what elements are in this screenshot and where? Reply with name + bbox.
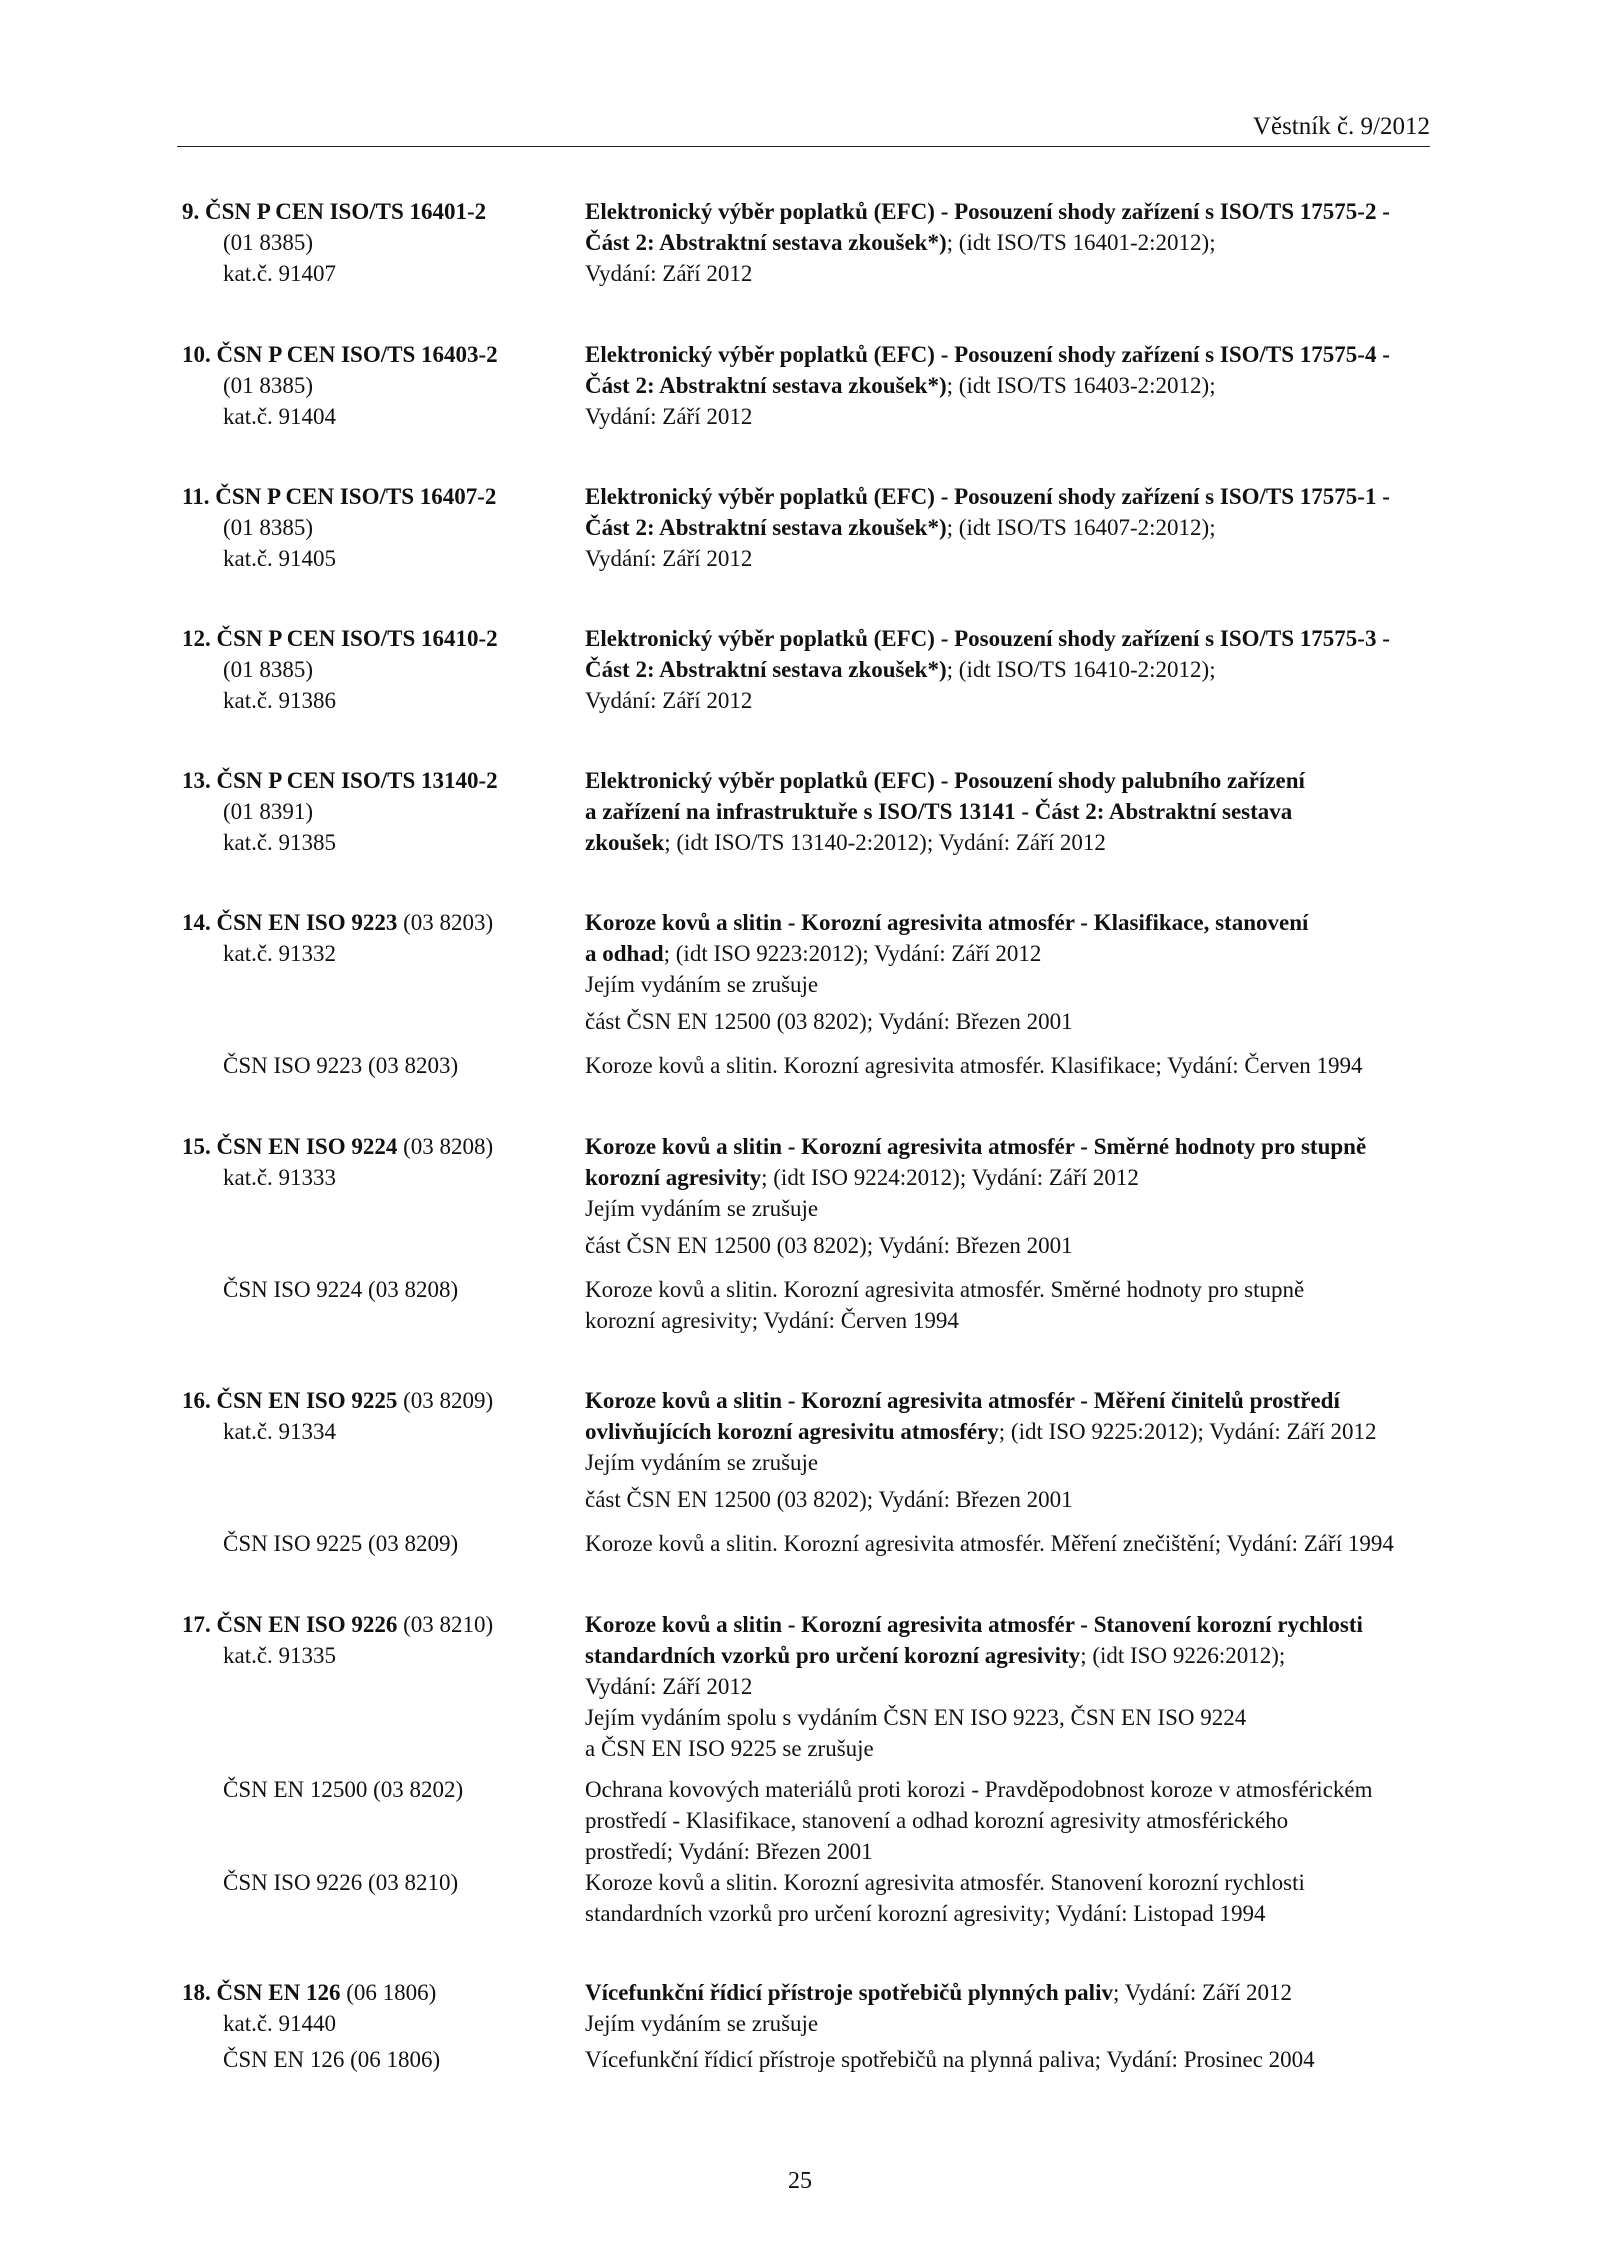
standard-code: ČSN P CEN ISO/TS 16403-2	[216, 342, 498, 367]
old-standard-title-cont: standardních vzorků pro určení korozní agresivity; Vydání: Listopad 1994	[585, 1901, 1266, 1926]
standard-code-block	[182, 196, 572, 289]
standard-code-block	[182, 481, 572, 574]
standard-code: ČSN EN ISO 9223	[216, 910, 398, 935]
item-number: 13.	[182, 768, 211, 793]
issue-date: Vydání: Září 2012	[585, 404, 753, 429]
standard-code-block	[182, 623, 572, 716]
old-standard-code: ČSN ISO 9224 (03 8208)	[223, 1277, 459, 1302]
standard-title-block	[585, 1385, 1435, 1515]
catalog-number: kat.č. 91440	[223, 2011, 337, 2036]
issue-date: Vydání: Září 2012	[585, 261, 753, 286]
standard-title-cont: a zařízení na infrastruktuře s ISO/TS 13141 - Část 2: Abstraktní sestava	[585, 799, 1293, 824]
catalog-number: kat.č. 91404	[223, 404, 337, 429]
standard-code-block	[182, 1609, 572, 1671]
catalog-number: kat.č. 91385	[223, 830, 337, 855]
replaces-note: Jejím vydáním se zrušuje	[585, 1450, 819, 1475]
old-standard-title: Koroze kovů a slitin. Korozní agresivita atmosfér. Směrné hodnoty pro stupně	[585, 1277, 1305, 1302]
old-standard-code-block	[182, 1050, 572, 1081]
standard-identity: ; (idt ISO/TS 16403-2:2012);	[946, 373, 1216, 398]
standard-code-block	[182, 907, 572, 969]
classification-code: (01 8385)	[223, 515, 314, 540]
old-standard-title-block	[585, 1050, 1435, 1081]
bulletin-title: Věstník č. 9/2012	[1252, 113, 1430, 140]
standard-title: Elektronický výběr poplatků (EFC) - Posouzení shody zařízení s ISO/TS 17575-2 -	[585, 199, 1390, 224]
standard-title: Elektronický výběr poplatků (EFC) - Posouzení shody zařízení s ISO/TS 17575-1 -	[585, 484, 1390, 509]
standard-code: ČSN P CEN ISO/TS 16401-2	[205, 199, 487, 224]
item-number: 9.	[182, 199, 200, 224]
old-standard-title: Koroze kovů a slitin. Korozní agresivita atmosfér. Klasifikace; Vydání: Červen 1994	[585, 1053, 1363, 1078]
standard-title: Koroze kovů a slitin - Korozní agresivita atmosfér - Klasifikace, stanovení	[585, 910, 1309, 935]
standard-code-block	[182, 339, 572, 432]
item-number: 12.	[182, 626, 211, 651]
old-standard-title-block	[585, 1274, 1435, 1336]
standard-title: Vícefunkční řídicí přístroje spotřebičů plynných paliv	[585, 1980, 1113, 2005]
standard-title-block	[585, 907, 1435, 1037]
standard-title-cont: Část 2: Abstraktní sestava zkoušek*)	[585, 373, 947, 398]
old-standard-code-block	[182, 1867, 572, 1898]
standard-title-end: zkoušek	[585, 830, 665, 855]
catalog-number: kat.č. 91332	[223, 941, 337, 966]
standard-identity: ; (idt ISO/TS 16410-2:2012);	[946, 657, 1216, 682]
old-standard-title-end: prostředí; Vydání: Březen 2001	[585, 1839, 873, 1864]
replaces-note-cont: a ČSN EN ISO 9225 se zrušuje	[585, 1736, 874, 1761]
classification-code: (03 8208)	[397, 1134, 494, 1159]
replaced-part: část ČSN EN 12500 (03 8202); Vydání: Březen 2001	[585, 1009, 1073, 1034]
catalog-number: kat.č. 91386	[223, 688, 337, 713]
replaces-note: Jejím vydáním se zrušuje	[585, 972, 819, 997]
item-number: 17.	[182, 1612, 211, 1637]
item-number: 11.	[182, 484, 210, 509]
standard-code-block	[182, 1977, 572, 2075]
item-number: 15.	[182, 1134, 211, 1159]
standard-title: Elektronický výběr poplatků (EFC) - Posouzení shody zařízení s ISO/TS 17575-4 -	[585, 342, 1390, 367]
item-number: 18.	[182, 1980, 211, 2005]
old-standard-title-block	[585, 1774, 1435, 1867]
classification-code: (06 1806)	[340, 1980, 437, 2005]
standard-title-block	[585, 1977, 1435, 2075]
catalog-number: kat.č. 91334	[223, 1419, 337, 1444]
standard-title-block	[585, 339, 1435, 432]
old-standard-title-block	[585, 1867, 1435, 1929]
standard-code: ČSN EN ISO 9225	[216, 1388, 398, 1413]
standard-title-block	[585, 765, 1435, 858]
issue-date: Vydání: Září 2012	[585, 1674, 753, 1699]
standard-code: ČSN P CEN ISO/TS 16407-2	[215, 484, 497, 509]
page-header	[177, 110, 1430, 147]
classification-code: (01 8385)	[223, 657, 314, 682]
standard-identity: ; (idt ISO 9224:2012); Vydání: Září 2012	[761, 1165, 1139, 1190]
standard-title: Koroze kovů a slitin - Korozní agresivita atmosfér - Měření činitelů prostředí	[585, 1388, 1340, 1413]
standard-title: Elektronický výběr poplatků (EFC) - Posouzení shody palubního zařízení	[585, 768, 1305, 793]
old-standard-title: Ochrana kovových materiálů proti korozi - Pravděpodobnost koroze v atmosférickém	[585, 1777, 1373, 1802]
classification-code: (01 8391)	[223, 799, 314, 824]
standard-identity: ; (idt ISO/TS 16407-2:2012);	[946, 515, 1216, 540]
old-standard-code-block	[182, 1528, 572, 1559]
item-number: 14.	[182, 910, 211, 935]
old-standard-code-block	[182, 1274, 572, 1305]
replaced-part: část ČSN EN 12500 (03 8202); Vydání: Březen 2001	[585, 1487, 1073, 1512]
old-standard-title-block	[585, 1528, 1435, 1559]
old-standard-title-cont: korozní agresivity; Vydání: Červen 1994	[585, 1308, 959, 1333]
issue-date: ; Vydání: Září 2012	[1112, 1980, 1293, 2005]
old-standard-code-block	[182, 1774, 572, 1805]
catalog-number: kat.č. 91405	[223, 546, 337, 571]
standard-title: Elektronický výběr poplatků (EFC) - Posouzení shody zařízení s ISO/TS 17575-3 -	[585, 626, 1390, 651]
old-standard-title: Vícefunkční řídicí přístroje spotřebičů na plynná paliva; Vydání: Prosinec 2004	[585, 2047, 1315, 2072]
standard-identity: ; (idt ISO/TS 16401-2:2012);	[946, 230, 1216, 255]
standard-title-block	[585, 196, 1435, 289]
standard-code-block	[182, 1385, 572, 1447]
replaces-note: Jejím vydáním se zrušuje	[585, 1196, 819, 1221]
standard-code: ČSN EN ISO 9226	[216, 1612, 398, 1637]
standard-identity: ; (idt ISO 9223:2012); Vydání: Září 2012	[663, 941, 1042, 966]
standard-code: ČSN P CEN ISO/TS 16410-2	[216, 626, 498, 651]
standard-title-block	[585, 1609, 1435, 1764]
standard-identity: ; (idt ISO 9226:2012);	[1080, 1643, 1286, 1668]
old-standard-code: ČSN EN 126 (06 1806)	[223, 2047, 441, 2072]
standard-title-block	[585, 481, 1435, 574]
standard-title-cont: Část 2: Abstraktní sestava zkoušek*)	[585, 515, 947, 540]
standard-title: Koroze kovů a slitin - Korozní agresivita atmosfér - Stanovení korozní rychlosti	[585, 1612, 1363, 1637]
standard-title-cont: a odhad	[585, 941, 664, 966]
standard-code-block	[182, 1131, 572, 1193]
standard-title-cont: Část 2: Abstraktní sestava zkoušek*)	[585, 657, 947, 682]
standard-title-block	[585, 1131, 1435, 1261]
replaces-note: Jejím vydáním se zrušuje	[585, 2011, 819, 2036]
classification-code: (03 8210)	[397, 1612, 494, 1637]
standard-title-cont: korozní agresivity	[585, 1165, 762, 1190]
issue-date: Vydání: Září 2012	[585, 688, 753, 713]
replaces-note: Jejím vydáním spolu s vydáním ČSN EN ISO 9223, ČSN EN ISO 9224	[585, 1705, 1247, 1730]
standard-code: ČSN EN 126	[216, 1980, 341, 2005]
standard-title: Koroze kovů a slitin - Korozní agresivita atmosfér - Směrné hodnoty pro stupně	[585, 1134, 1367, 1159]
old-standard-code: ČSN ISO 9223 (03 8203)	[223, 1053, 459, 1078]
classification-code: (03 8209)	[397, 1388, 494, 1413]
catalog-number: kat.č. 91333	[223, 1165, 337, 1190]
old-standard-code: ČSN ISO 9225 (03 8209)	[223, 1531, 459, 1556]
old-standard-code: ČSN EN 12500 (03 8202)	[223, 1777, 464, 1802]
standard-title-cont: Část 2: Abstraktní sestava zkoušek*)	[585, 230, 947, 255]
issue-date: Vydání: Září 2012	[585, 546, 753, 571]
standard-code: ČSN P CEN ISO/TS 13140-2	[216, 768, 498, 793]
catalog-number: kat.č. 91335	[223, 1643, 337, 1668]
old-standard-title: Koroze kovů a slitin. Korozní agresivita atmosfér. Měření znečištění; Vydání: Září 1994	[585, 1531, 1394, 1556]
classification-code: (01 8385)	[223, 230, 314, 255]
old-standard-title: Koroze kovů a slitin. Korozní agresivita atmosfér. Stanovení korozní rychlosti	[585, 1870, 1305, 1895]
catalog-number: kat.č. 91407	[223, 261, 337, 286]
replaced-part: část ČSN EN 12500 (03 8202); Vydání: Březen 2001	[585, 1233, 1073, 1258]
standard-identity: ; (idt ISO/TS 13140-2:2012); Vydání: Září 2012	[664, 830, 1106, 855]
classification-code: (03 8203)	[397, 910, 494, 935]
standard-identity: ; (idt ISO 9225:2012); Vydání: Září 2012	[998, 1419, 1377, 1444]
standard-title-cont: standardních vzorků pro určení korozní agresivity	[585, 1643, 1081, 1668]
standard-title-cont: ovlivňujících korozní agresivitu atmosféry	[585, 1419, 999, 1444]
old-standard-code: ČSN ISO 9226 (03 8210)	[223, 1870, 459, 1895]
item-number: 10.	[182, 342, 211, 367]
classification-code: (01 8385)	[223, 373, 314, 398]
standard-code-block	[182, 765, 572, 858]
standard-title-block	[585, 623, 1435, 716]
old-standard-title-cont: prostředí - Klasifikace, stanovení a odhad korozní agresivity atmosférického	[585, 1808, 1289, 1833]
item-number: 16.	[182, 1388, 211, 1413]
standard-code: ČSN EN ISO 9224	[216, 1134, 398, 1159]
page-number: 25	[788, 2168, 812, 2194]
